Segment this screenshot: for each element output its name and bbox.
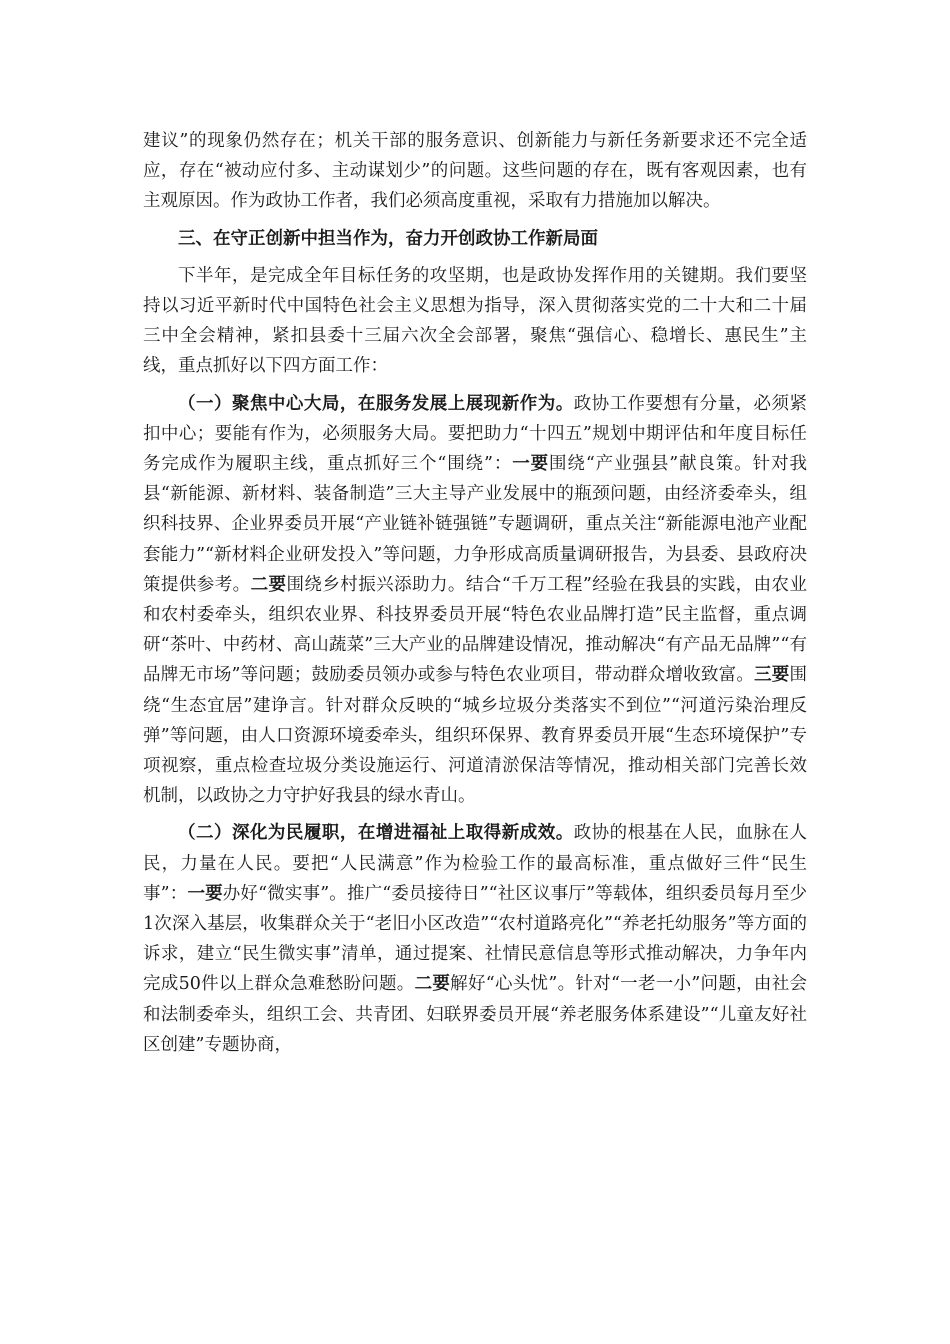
paragraph bbox=[143, 126, 807, 217]
point-keyword: 二要 bbox=[250, 574, 287, 595]
subsection-paragraph bbox=[143, 818, 807, 1060]
paragraph-text: 政协的根基在人民，血脉在人民，力量在人民。要把“人民满意”作为检验工作的最高标准，重点做好三件“民生事”： bbox=[143, 823, 808, 904]
section-heading-text: 三、在守正创新中担当作为，奋力开创政协工作新局面 bbox=[178, 228, 598, 249]
subsection-paragraph bbox=[143, 389, 807, 812]
paragraph-text: 围绕“生态宜居”建诤言。针对群众反映的“城乡垃圾分类落实不到位”“河道污染治理反弹”等问题，由人口资源环境委牵头，组织环保界、教育界委员开展“生态环境保护”专项视察，重点检查垃圾分类设施运行、河道清淤保洁等情况，推动相关部门完善长效机制，以政协之力守护好我县的绿水青山。 bbox=[143, 665, 808, 807]
point-keyword: 二要 bbox=[414, 974, 451, 995]
paragraph-text: 办好“微实事”。推广“委员接待日”“社区议事厅”等载体，组织委员每月至少1次深入基层，收集群众关于“老旧小区改造”“农村道路亮化”“养老托幼服务”等方面的诉求，建立“民生微实事”清单，通过提案、社情民意信息等形式推动解决，力争年内完成50件以上群众急难愁盼问题。 bbox=[143, 883, 807, 995]
point-keyword: 三要 bbox=[754, 665, 790, 686]
paragraph bbox=[143, 261, 807, 382]
subsection-title: （一）聚焦中心大局，在服务发展上展现新作为。 bbox=[178, 393, 574, 414]
paragraph-text: 围绕“产业强县”献良策。针对我县“新能源、新材料、装备制造”三大主导产业发展中的瓶颈问题，由经济委牵头，组织科技界、企业界委员开展“产业链补链强链”专题调研，重点关注“新能源电池产业配套能力”“新材料企业研发投入”等问题，力争形成高质量调研报告，为县委、县政府决策提供参考。 bbox=[143, 454, 807, 595]
subsection-title: （二）深化为民履职，在增进福祉上取得新成效。 bbox=[178, 823, 574, 844]
section-heading bbox=[143, 224, 807, 254]
paragraph-text: 政协工作要想有分量，必须紧扣中心；要能有作为，必须服务大局。要把助力“十四五”规划中期评估和年度目标任务完成作为履职主线，重点抓好三个“围绕”： bbox=[143, 393, 808, 475]
paragraph-text: 下半年，是完成全年目标任务的攻坚期，也是政协发挥作用的关键期。我们要坚持以习近平新时代中国特色社会主义思想为指导，深入贯彻落实党的二十大和二十届三中全会精神，紧扣县委十三届六次全会部署，聚焦“强信心、稳增长、惠民生”主线，重点抓好以下四方面工作： bbox=[143, 265, 807, 377]
paragraph-text: 围绕乡村振兴添助力。结合“千万工程”经验在我县的实践，由农业和农村委牵头，组织农业界、科技界委员开展“特色农业品牌打造”民主监督，重点调研“茶叶、中药材、高山蔬菜”三大产业的品牌建设情况，推动解决“有产品无品牌”“有品牌无市场”等问题；鼓励委员领办或参与特色农业项目，带动群众增收致富。 bbox=[143, 574, 807, 686]
document-body bbox=[143, 126, 807, 1060]
point-keyword: 一要 bbox=[512, 454, 550, 475]
paragraph-text: 解好“心头忧”。针对“一老一小”问题，由社会和法制委牵头，组织工会、共青团、妇联界委员开展“养老服务体系建设”“儿童友好社区创建”专题协商， bbox=[143, 974, 807, 1055]
point-keyword: 一要 bbox=[187, 883, 223, 904]
paragraph-text: 建议”的现象仍然存在；机关干部的服务意识、创新能力与新任务新要求还不完全适应，存在“被动应付多、主动谋划少”的问题。这些问题的存在，既有客观因素，也有主观原因。作为政协工作者，我们必须高度重视，采取有力措施加以解决。 bbox=[143, 131, 807, 212]
